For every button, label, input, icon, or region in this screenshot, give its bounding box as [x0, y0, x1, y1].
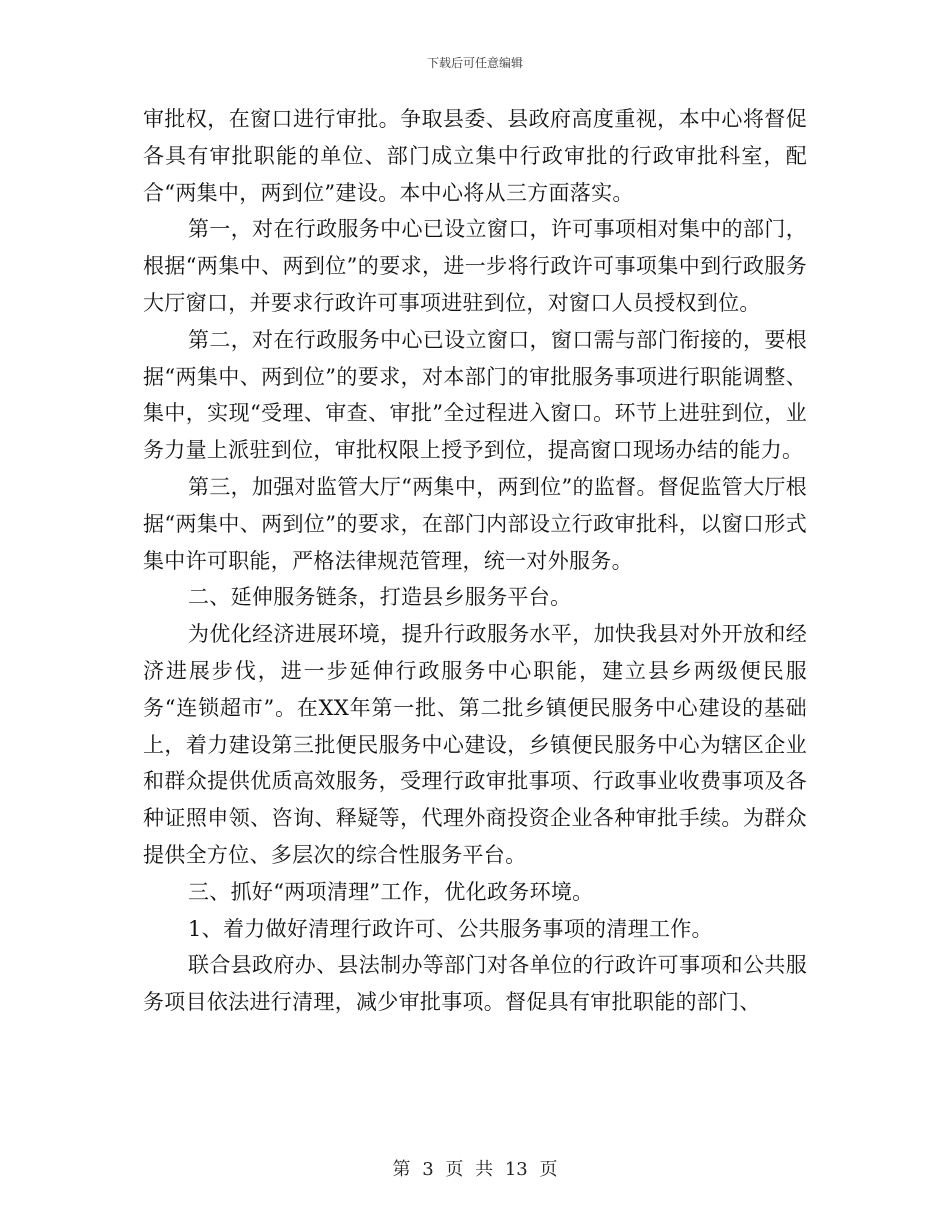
document-body	[143, 101, 807, 1021]
section-heading-two: 二、延伸服务链条，打造县乡服务平台。	[188, 585, 572, 610]
paragraph-cleanup: 联合县政府办、县法制办等部门对各单位的行政许可事项和公共服务项目依法进行清理，减少审批事项。督促具有审批职能的部门、	[143, 953, 807, 1015]
paragraph-second-point: 第二，对在行政服务中心已设立窗口，窗口需与部门衔接的，要根据“两集中、两到位”的要求，对本部门的审批服务事项进行职能调整、集中，实现“受理、审查、审批”全过程进入窗口。环节上进驻到位，业务力量上派驻到位，审批权限上授予到位，提高窗口现场办结的能力。	[143, 327, 807, 463]
subsection-heading-one: 1、着力做好清理行政许可、公共服务事项的清理工作。	[188, 916, 713, 941]
paragraph-service-platform: 为优化经济进展环境，提升行政服务水平，加快我县对外开放和经济进展步伐，进一步延伸行政服务中心职能，建立县乡两级便民服务“连锁超市”。在XX年第一批、第二批乡镇便民服务中心建设的基础上，着力建设第三批便民服务中心建设，乡镇便民服务中心为辖区企业和群众提供优质高效服务，受理行政审批事项、行政事业收费事项及各种证照申领、咨询、释疑等，代理外商投资企业各种审批手续。为群众提供全方位、多层次的综合性服务平台。	[143, 622, 807, 867]
paragraph-continued: 审批权，在窗口进行审批。争取县委、县政府高度重视，本中心将督促各具有审批职能的单位、部门成立集中行政审批的行政审批科室，配合“两集中，两到位”建设。本中心将从三方面落实。	[143, 107, 807, 205]
page-header-note: 下载后可任意编辑	[426, 56, 523, 70]
paragraph-third-point: 第三，加强对监管大厅“两集中，两到位”的监督。督促监管大厅根据“两集中、两到位”的要求，在部门内部设立行政审批科，以窗口形式集中许可职能，严格法律规范管理，统一对外服务。	[143, 474, 807, 573]
paragraph-first-point: 第一，对在行政服务中心已设立窗口，许可事项相对集中的部门，根据“两集中、两到位”的要求，进一步将行政许可事项集中到行政服务大厅窗口，并要求行政许可事项进驻到位，对窗口人员授权到位。	[143, 217, 807, 315]
page-number-footer: 第 3 页 共 13 页	[392, 1159, 558, 1180]
section-heading-three: 三、抓好“两项清理”工作，优化政务环境。	[188, 879, 594, 904]
